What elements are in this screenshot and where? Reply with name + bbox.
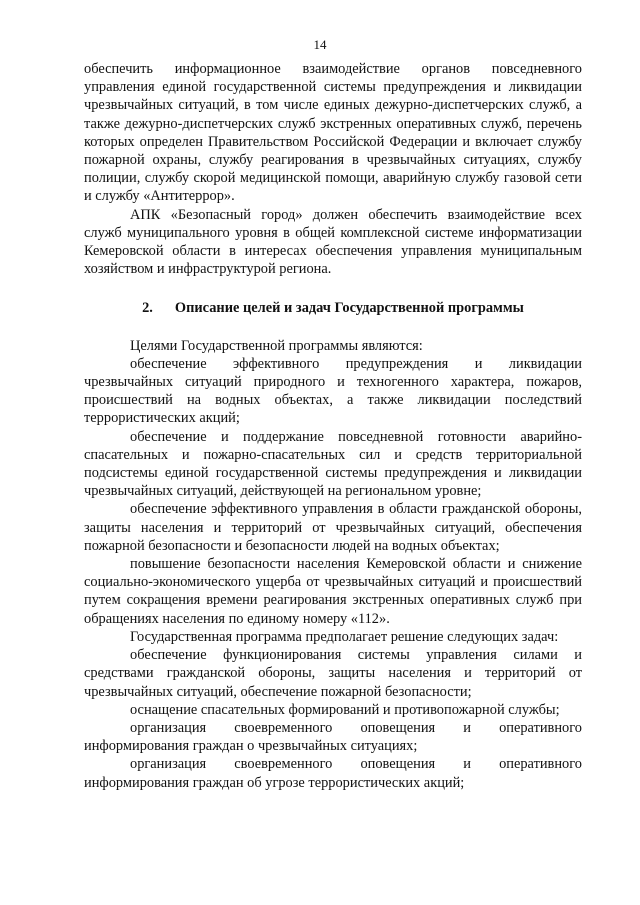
paragraph: организация своевременного оповещения и оперативного информирования граждан о чрезвычайных ситуациях; [84,719,582,755]
paragraph: организация своевременного оповещения и оперативного информирования граждан об угрозе террористических акций; [84,756,582,791]
section-number: 2. [142,300,153,317]
paragraph: АПК «Безопасный город» должен обеспечить взаимодействие всех служб муниципального уровня в общей комплексной системе информатизации Кемеровской области в интересах обеспечения управления муниципальным хозяйством и инфраструктурой региона. [84,206,582,278]
paragraph: обеспечение функционирования системы управления силами и средствами гражданской обороны, защиты населения и территорий от чрезвычайных ситуаций, обеспечение пожарной безопасности; [84,647,582,700]
section-heading [84,299,582,317]
page-number: 14 [313,37,327,52]
paragraph: повышение безопасности населения Кемеровской области и снижение социально-экономического ущерба от чрезвычайных ситуаций и происшествий путем сокращения времени реагирования экстренных оперативных служб при обращениях населения по единому номеру «112». [84,556,582,627]
paragraph: обеспечение эффективного предупреждения и ликвидации чрезвычайных ситуаций природного и техногенного характера, пожаров, происшествий на водных объектах, а также ликвидации последствий террористических акций; [84,355,582,427]
document-body [84,60,582,792]
paragraph: обеспечить информационное взаимодействие органов повседневного управления единой государственной системы предупреждения и ликвидации чрезвычайных ситуаций, в том числе единых дежурно-диспетчерских служб, а также дежурно-диспетчерских служб экстренных оперативных служб, перечень которых определен Правительством Российской Федерации и включает службу пожарной охраны, службу реагирования в чрезвычайных ситуациях, службу полиции, службу скорой медицинской помощи, аварийную службу газовой сети и службу «Антитеррор». [84,61,582,205]
paragraph: обеспечение эффективного управления в области гражданской обороны, защиты населения и территорий от чрезвычайных ситуаций, обеспечения пожарной безопасности и безопасности людей на водных объектах; [84,501,582,554]
paragraph: Целями Государственной программы являются: [130,337,423,354]
paragraph: оснащение спасательных формирований и противопожарной службы; [130,701,560,718]
paragraph: Государственная программа предполагает решение следующих задач: [130,628,559,645]
paragraph: обеспечение и поддержание повседневной готовности аварийно-спасательных и пожарно-спасательных сил и средств территориальной подсистемы единой государственной системы предупреждения и ликвидации чрезвычайных ситуаций, действующей на региональном уровне; [84,428,582,500]
section-title: Описание целей и задач Государственной программы [174,300,524,317]
